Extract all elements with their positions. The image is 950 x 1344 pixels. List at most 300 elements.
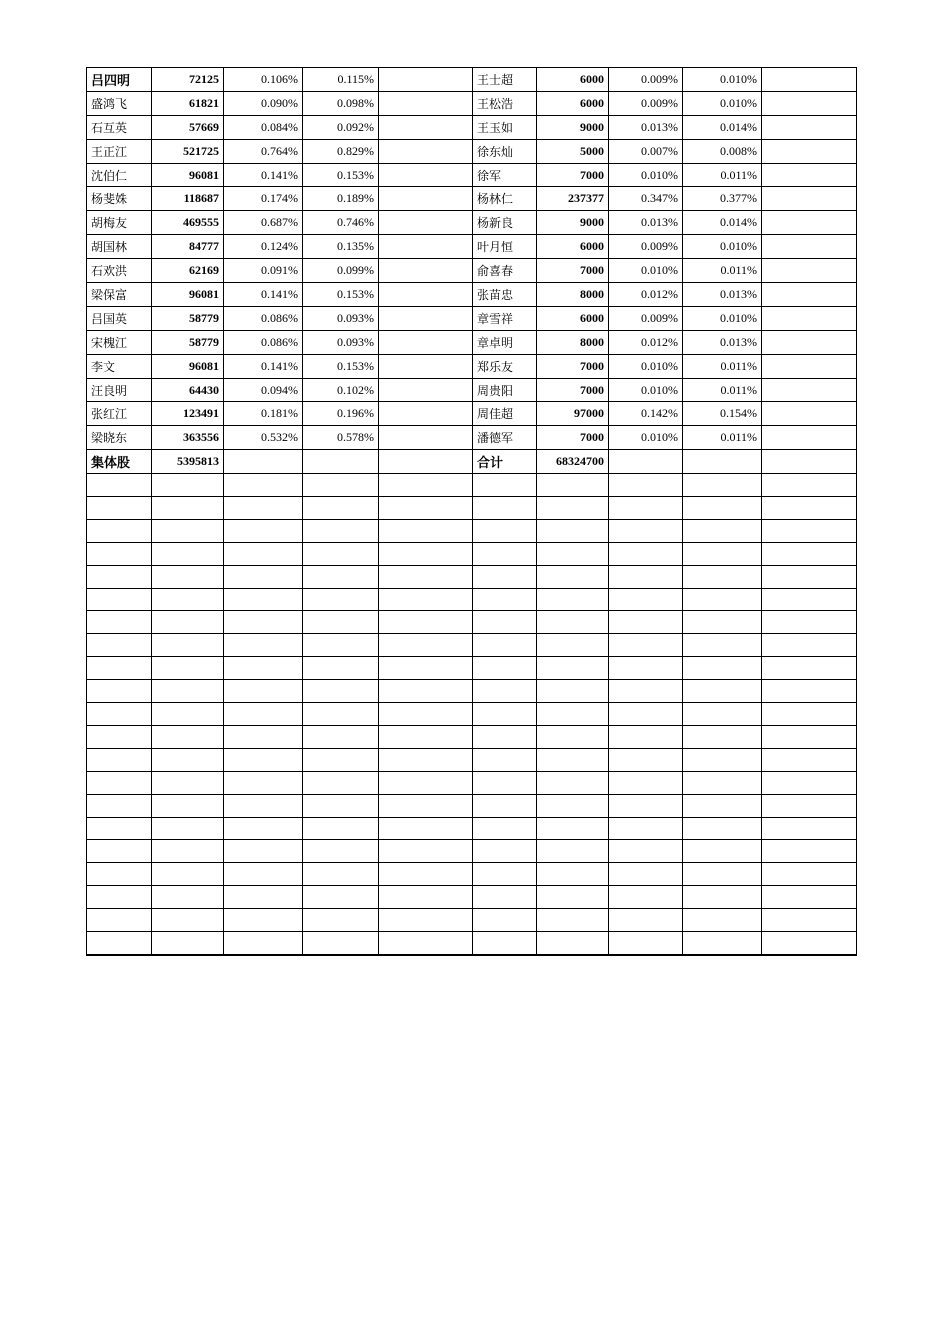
empty-cell — [762, 519, 857, 542]
empty-cell — [152, 748, 224, 771]
empty-cell — [379, 565, 473, 588]
cell-value-right: 97000 — [537, 402, 609, 426]
cell-name-right: 张苗忠 — [473, 283, 537, 307]
empty-cell — [473, 634, 537, 657]
cell-value-left: 61821 — [152, 91, 224, 115]
empty-cell — [224, 634, 303, 657]
empty-cell — [303, 634, 379, 657]
cell-empty-left — [379, 426, 473, 450]
empty-cell — [224, 588, 303, 611]
empty-cell — [224, 565, 303, 588]
empty-cell — [303, 497, 379, 520]
empty-cell — [473, 657, 537, 680]
cell-name-right: 俞喜春 — [473, 259, 537, 283]
empty-cell — [303, 794, 379, 817]
cell-percent2-right: 0.011% — [683, 259, 762, 283]
cell-value-left: 57669 — [152, 115, 224, 139]
empty-cell — [87, 680, 152, 703]
empty-cell — [473, 794, 537, 817]
empty-cell — [683, 657, 762, 680]
empty-cell — [537, 519, 609, 542]
cell-value-left: 64430 — [152, 378, 224, 402]
cell-percent2-right: 0.011% — [683, 163, 762, 187]
empty-cell — [609, 863, 683, 886]
empty-row — [87, 748, 857, 771]
cell-empty-left — [379, 139, 473, 163]
empty-cell — [762, 840, 857, 863]
cell-empty — [224, 450, 303, 474]
cell-name-right: 郑乐友 — [473, 354, 537, 378]
empty-cell — [762, 588, 857, 611]
empty-cell — [537, 931, 609, 954]
empty-cell — [303, 542, 379, 565]
cell-empty-right — [762, 306, 857, 330]
cell-empty-left — [379, 211, 473, 235]
cell-empty-left — [379, 259, 473, 283]
cell-percent-right: 0.010% — [609, 163, 683, 187]
empty-cell — [87, 474, 152, 497]
empty-cell — [303, 886, 379, 909]
empty-cell — [609, 771, 683, 794]
cell-percent2-left: 0.092% — [303, 115, 379, 139]
empty-cell — [762, 703, 857, 726]
empty-cell — [683, 909, 762, 932]
cell-percent-left: 0.764% — [224, 139, 303, 163]
empty-cell — [537, 588, 609, 611]
empty-row — [87, 542, 857, 565]
empty-cell — [609, 519, 683, 542]
cell-percent2-left: 0.153% — [303, 354, 379, 378]
empty-cell — [473, 497, 537, 520]
empty-cell — [537, 565, 609, 588]
cell-empty-right — [762, 426, 857, 450]
empty-cell — [152, 588, 224, 611]
empty-cell — [303, 657, 379, 680]
empty-cell — [224, 909, 303, 932]
empty-cell — [152, 794, 224, 817]
cell-percent-left: 0.090% — [224, 91, 303, 115]
empty-cell — [537, 542, 609, 565]
empty-cell — [762, 771, 857, 794]
empty-cell — [473, 748, 537, 771]
empty-cell — [379, 497, 473, 520]
empty-cell — [152, 474, 224, 497]
empty-row — [87, 611, 857, 634]
empty-cell — [473, 542, 537, 565]
empty-cell — [224, 886, 303, 909]
cell-empty-left — [379, 402, 473, 426]
empty-cell — [152, 725, 224, 748]
cell-percent2-left: 0.099% — [303, 259, 379, 283]
empty-cell — [303, 863, 379, 886]
cell-name-left: 石欢洪 — [87, 259, 152, 283]
empty-cell — [609, 634, 683, 657]
empty-cell — [473, 680, 537, 703]
cell-percent2-left: 0.829% — [303, 139, 379, 163]
empty-cell — [609, 931, 683, 954]
empty-cell — [762, 863, 857, 886]
empty-cell — [224, 931, 303, 954]
table-row — [87, 163, 857, 187]
cell-name-right: 周贵阳 — [473, 378, 537, 402]
cell-percent-right: 0.009% — [609, 68, 683, 92]
empty-cell — [473, 931, 537, 954]
cell-empty-right — [762, 354, 857, 378]
cell-empty-right — [762, 91, 857, 115]
cell-percent-right: 0.013% — [609, 211, 683, 235]
empty-cell — [609, 474, 683, 497]
empty-cell — [762, 817, 857, 840]
empty-cell — [537, 840, 609, 863]
cell-name-left: 梁晓东 — [87, 426, 152, 450]
empty-cell — [152, 771, 224, 794]
empty-cell — [87, 542, 152, 565]
table-row — [87, 354, 857, 378]
empty-cell — [87, 794, 152, 817]
cell-percent-left: 0.141% — [224, 163, 303, 187]
empty-cell — [609, 748, 683, 771]
empty-cell — [152, 634, 224, 657]
empty-cell — [87, 588, 152, 611]
cell-empty-left — [379, 306, 473, 330]
cell-value-left: 84777 — [152, 235, 224, 259]
cell-name-left: 宋槐江 — [87, 330, 152, 354]
empty-row — [87, 817, 857, 840]
cell-empty-right — [762, 139, 857, 163]
shareholder-table — [86, 67, 857, 956]
empty-cell — [87, 771, 152, 794]
empty-cell — [224, 657, 303, 680]
empty-cell — [762, 886, 857, 909]
cell-percent2-right: 0.014% — [683, 115, 762, 139]
table-row — [87, 426, 857, 450]
cell-name-right: 章卓明 — [473, 330, 537, 354]
cell-empty-right — [762, 402, 857, 426]
total-label-right: 合计 — [473, 450, 537, 474]
table-row — [87, 306, 857, 330]
cell-name-right: 王松浩 — [473, 91, 537, 115]
table-row — [87, 139, 857, 163]
cell-value-left: 363556 — [152, 426, 224, 450]
cell-percent-right: 0.007% — [609, 139, 683, 163]
cell-percent2-right: 0.013% — [683, 283, 762, 307]
empty-cell — [303, 519, 379, 542]
cell-percent2-left: 0.098% — [303, 91, 379, 115]
empty-row — [87, 771, 857, 794]
cell-value-right: 6000 — [537, 91, 609, 115]
empty-cell — [537, 634, 609, 657]
empty-cell — [683, 680, 762, 703]
cell-value-right: 5000 — [537, 139, 609, 163]
cell-empty-left — [379, 68, 473, 92]
empty-cell — [683, 474, 762, 497]
cell-name-left: 张红江 — [87, 402, 152, 426]
empty-cell — [609, 497, 683, 520]
cell-percent-right: 0.009% — [609, 235, 683, 259]
spreadsheet — [86, 67, 857, 956]
empty-cell — [609, 611, 683, 634]
empty-cell — [87, 840, 152, 863]
cell-name-left: 吕国英 — [87, 306, 152, 330]
empty-row — [87, 840, 857, 863]
cell-percent2-right: 0.010% — [683, 306, 762, 330]
cell-percent-left: 0.687% — [224, 211, 303, 235]
cell-empty-right — [762, 330, 857, 354]
empty-cell — [224, 611, 303, 634]
empty-cell — [537, 474, 609, 497]
empty-cell — [537, 497, 609, 520]
table-row — [87, 115, 857, 139]
cell-name-right: 周佳超 — [473, 402, 537, 426]
empty-cell — [762, 748, 857, 771]
cell-value-right: 8000 — [537, 330, 609, 354]
empty-cell — [473, 909, 537, 932]
empty-cell — [762, 474, 857, 497]
empty-cell — [379, 840, 473, 863]
cell-percent2-right: 0.011% — [683, 426, 762, 450]
cell-percent2-left: 0.093% — [303, 330, 379, 354]
empty-cell — [152, 611, 224, 634]
empty-cell — [379, 680, 473, 703]
empty-cell — [379, 886, 473, 909]
empty-cell — [537, 771, 609, 794]
empty-row — [87, 474, 857, 497]
cell-empty-right — [762, 259, 857, 283]
empty-cell — [683, 565, 762, 588]
table-row — [87, 187, 857, 211]
empty-cell — [473, 771, 537, 794]
cell-percent2-left: 0.578% — [303, 426, 379, 450]
cell-percent2-left: 0.153% — [303, 163, 379, 187]
cell-percent2-right: 0.014% — [683, 211, 762, 235]
cell-name-left: 沈伯仁 — [87, 163, 152, 187]
total-value-left: 5395813 — [152, 450, 224, 474]
cell-empty-right — [762, 235, 857, 259]
cell-empty-left — [379, 163, 473, 187]
empty-cell — [683, 725, 762, 748]
cell-percent2-left: 0.093% — [303, 306, 379, 330]
empty-cell — [537, 909, 609, 932]
empty-cell — [303, 474, 379, 497]
cell-percent-left: 0.086% — [224, 330, 303, 354]
empty-cell — [473, 863, 537, 886]
empty-cell — [762, 542, 857, 565]
cell-name-right: 章雪祥 — [473, 306, 537, 330]
cell-percent-right: 0.347% — [609, 187, 683, 211]
cell-empty — [762, 450, 857, 474]
cell-value-left: 58779 — [152, 306, 224, 330]
empty-cell — [87, 565, 152, 588]
cell-name-left: 石互英 — [87, 115, 152, 139]
empty-cell — [152, 657, 224, 680]
empty-cell — [87, 725, 152, 748]
empty-cell — [87, 748, 152, 771]
empty-cell — [609, 703, 683, 726]
empty-cell — [473, 725, 537, 748]
empty-cell — [609, 542, 683, 565]
empty-row — [87, 634, 857, 657]
empty-cell — [152, 680, 224, 703]
empty-cell — [609, 840, 683, 863]
empty-cell — [683, 588, 762, 611]
cell-value-right: 7000 — [537, 378, 609, 402]
empty-cell — [683, 817, 762, 840]
empty-cell — [87, 519, 152, 542]
cell-value-left: 72125 — [152, 68, 224, 92]
empty-cell — [473, 817, 537, 840]
empty-cell — [762, 680, 857, 703]
empty-cell — [762, 565, 857, 588]
empty-cell — [609, 817, 683, 840]
cell-percent2-left: 0.135% — [303, 235, 379, 259]
cell-name-right: 叶月恒 — [473, 235, 537, 259]
table-row — [87, 235, 857, 259]
empty-cell — [87, 657, 152, 680]
cell-percent2-right: 0.011% — [683, 378, 762, 402]
empty-cell — [224, 748, 303, 771]
cell-percent-right: 0.010% — [609, 378, 683, 402]
empty-cell — [683, 519, 762, 542]
empty-cell — [303, 680, 379, 703]
empty-cell — [379, 794, 473, 817]
cell-percent-left: 0.084% — [224, 115, 303, 139]
cell-name-left: 杨斐姝 — [87, 187, 152, 211]
cell-empty-right — [762, 378, 857, 402]
cell-value-right: 6000 — [537, 306, 609, 330]
empty-cell — [762, 634, 857, 657]
empty-cell — [224, 771, 303, 794]
cell-value-right: 237377 — [537, 187, 609, 211]
empty-cell — [152, 542, 224, 565]
cell-name-left: 汪良明 — [87, 378, 152, 402]
empty-cell — [379, 542, 473, 565]
empty-cell — [683, 840, 762, 863]
empty-row — [87, 725, 857, 748]
cell-percent2-right: 0.377% — [683, 187, 762, 211]
cell-name-right: 徐东灿 — [473, 139, 537, 163]
cell-percent-right: 0.009% — [609, 91, 683, 115]
empty-cell — [303, 703, 379, 726]
empty-row — [87, 565, 857, 588]
empty-cell — [152, 909, 224, 932]
empty-cell — [609, 588, 683, 611]
cell-percent2-left: 0.115% — [303, 68, 379, 92]
empty-cell — [303, 725, 379, 748]
cell-name-left: 胡梅友 — [87, 211, 152, 235]
table-row — [87, 211, 857, 235]
empty-cell — [303, 565, 379, 588]
empty-cell — [152, 497, 224, 520]
cell-name-right: 潘德军 — [473, 426, 537, 450]
cell-percent-left: 0.181% — [224, 402, 303, 426]
empty-cell — [303, 611, 379, 634]
empty-cell — [609, 725, 683, 748]
empty-cell — [762, 725, 857, 748]
empty-cell — [473, 474, 537, 497]
cell-percent-left: 0.141% — [224, 354, 303, 378]
cell-percent-left: 0.094% — [224, 378, 303, 402]
empty-cell — [224, 840, 303, 863]
empty-cell — [224, 474, 303, 497]
cell-percent2-right: 0.154% — [683, 402, 762, 426]
empty-cell — [224, 542, 303, 565]
empty-cell — [379, 817, 473, 840]
empty-row — [87, 886, 857, 909]
empty-row — [87, 519, 857, 542]
cell-value-left: 58779 — [152, 330, 224, 354]
cell-empty-right — [762, 187, 857, 211]
empty-cell — [152, 565, 224, 588]
empty-cell — [224, 794, 303, 817]
cell-value-left: 469555 — [152, 211, 224, 235]
table-row — [87, 68, 857, 92]
empty-cell — [537, 725, 609, 748]
empty-cell — [762, 931, 857, 954]
cell-empty-left — [379, 115, 473, 139]
cell-percent-left: 0.086% — [224, 306, 303, 330]
cell-percent-right: 0.013% — [609, 115, 683, 139]
empty-cell — [224, 817, 303, 840]
empty-cell — [224, 863, 303, 886]
empty-row — [87, 497, 857, 520]
empty-cell — [303, 817, 379, 840]
empty-cell — [537, 748, 609, 771]
cell-percent-left: 0.174% — [224, 187, 303, 211]
empty-cell — [152, 817, 224, 840]
cell-empty-left — [379, 187, 473, 211]
cell-value-right: 9000 — [537, 115, 609, 139]
cell-percent-right: 0.010% — [609, 259, 683, 283]
cell-empty-right — [762, 211, 857, 235]
table-row — [87, 378, 857, 402]
empty-cell — [379, 474, 473, 497]
empty-cell — [762, 497, 857, 520]
cell-name-right: 徐军 — [473, 163, 537, 187]
cell-empty-left — [379, 283, 473, 307]
empty-cell — [303, 909, 379, 932]
cell-name-left: 胡国林 — [87, 235, 152, 259]
cell-name-left: 吕四明 — [87, 68, 152, 92]
cell-empty-right — [762, 163, 857, 187]
empty-cell — [87, 886, 152, 909]
empty-row — [87, 863, 857, 886]
cell-empty — [379, 450, 473, 474]
cell-value-right: 8000 — [537, 283, 609, 307]
empty-cell — [473, 519, 537, 542]
cell-empty — [303, 450, 379, 474]
empty-cell — [683, 794, 762, 817]
empty-cell — [683, 863, 762, 886]
cell-percent2-left: 0.189% — [303, 187, 379, 211]
cell-name-right: 王士超 — [473, 68, 537, 92]
empty-cell — [224, 703, 303, 726]
empty-cell — [303, 771, 379, 794]
empty-cell — [379, 909, 473, 932]
cell-name-left: 盛鸿飞 — [87, 91, 152, 115]
empty-row — [87, 909, 857, 932]
empty-cell — [224, 725, 303, 748]
empty-cell — [683, 771, 762, 794]
cell-percent2-right: 0.013% — [683, 330, 762, 354]
cell-percent-left: 0.091% — [224, 259, 303, 283]
empty-cell — [303, 748, 379, 771]
cell-empty-left — [379, 354, 473, 378]
empty-cell — [87, 931, 152, 954]
cell-percent-left: 0.141% — [224, 283, 303, 307]
empty-cell — [224, 680, 303, 703]
cell-value-left: 96081 — [152, 283, 224, 307]
empty-row — [87, 931, 857, 954]
